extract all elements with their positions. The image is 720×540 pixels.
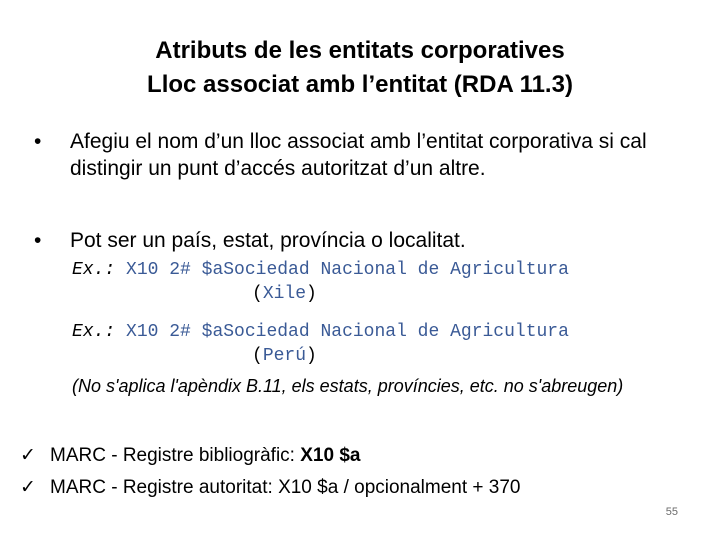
example-block: [72, 258, 712, 306]
example-code: X10 2# $a: [126, 260, 224, 280]
check-text: MARC - Registre autoritat: X10 $a / opcionalment + 370: [50, 477, 521, 498]
check-text: MARC - Registre bibliogràfic:: [50, 445, 301, 466]
check-bold-text: X10 $a: [300, 445, 361, 466]
title-line-2: Lloc associat amb l’entitat (RDA 11.3): [147, 71, 573, 98]
example-qualifier: Xile: [262, 284, 307, 304]
slide-title: [0, 34, 720, 102]
paren-open: (: [252, 284, 263, 304]
title-line-1: Atributs de les entitats corporatives: [155, 37, 565, 64]
bullet-dot-icon: •: [34, 130, 42, 153]
example-qualifier: Perú: [262, 346, 307, 366]
check-item: [20, 443, 700, 469]
note-text: (No s'aplica l'apèndix B.11, els estats, províncies, etc. no s'abreugen): [72, 376, 624, 396]
checkmark-icon: ✓: [20, 477, 36, 498]
paren-close: ): [306, 346, 317, 366]
example-value: Sociedad Nacional de Agricultura: [223, 260, 569, 280]
example-line2: [72, 344, 712, 368]
bullet-item: [34, 128, 684, 182]
page-number: 55: [665, 506, 678, 518]
example-value: Sociedad Nacional de Agricultura: [223, 322, 569, 342]
bullet-text: Pot ser un país, estat, província o localitat.: [70, 229, 466, 252]
bullet-dot-icon: •: [34, 229, 42, 252]
paren-close: ): [306, 284, 317, 304]
example-label: Ex.:: [72, 260, 116, 280]
example-label: Ex.:: [72, 322, 116, 342]
check-item: [20, 475, 700, 501]
checkmark-icon: ✓: [20, 445, 36, 466]
paren-open: (: [252, 346, 263, 366]
example-code: X10 2# $a: [126, 322, 224, 342]
bullet-text: Afegiu el nom d’un lloc associat amb l’entitat corporativa si cal distingir un punt d’accés autoritzat d’un altre.: [70, 130, 647, 180]
example-block: [72, 320, 712, 368]
example-line2: [72, 282, 712, 306]
bullet-item: [34, 227, 684, 254]
